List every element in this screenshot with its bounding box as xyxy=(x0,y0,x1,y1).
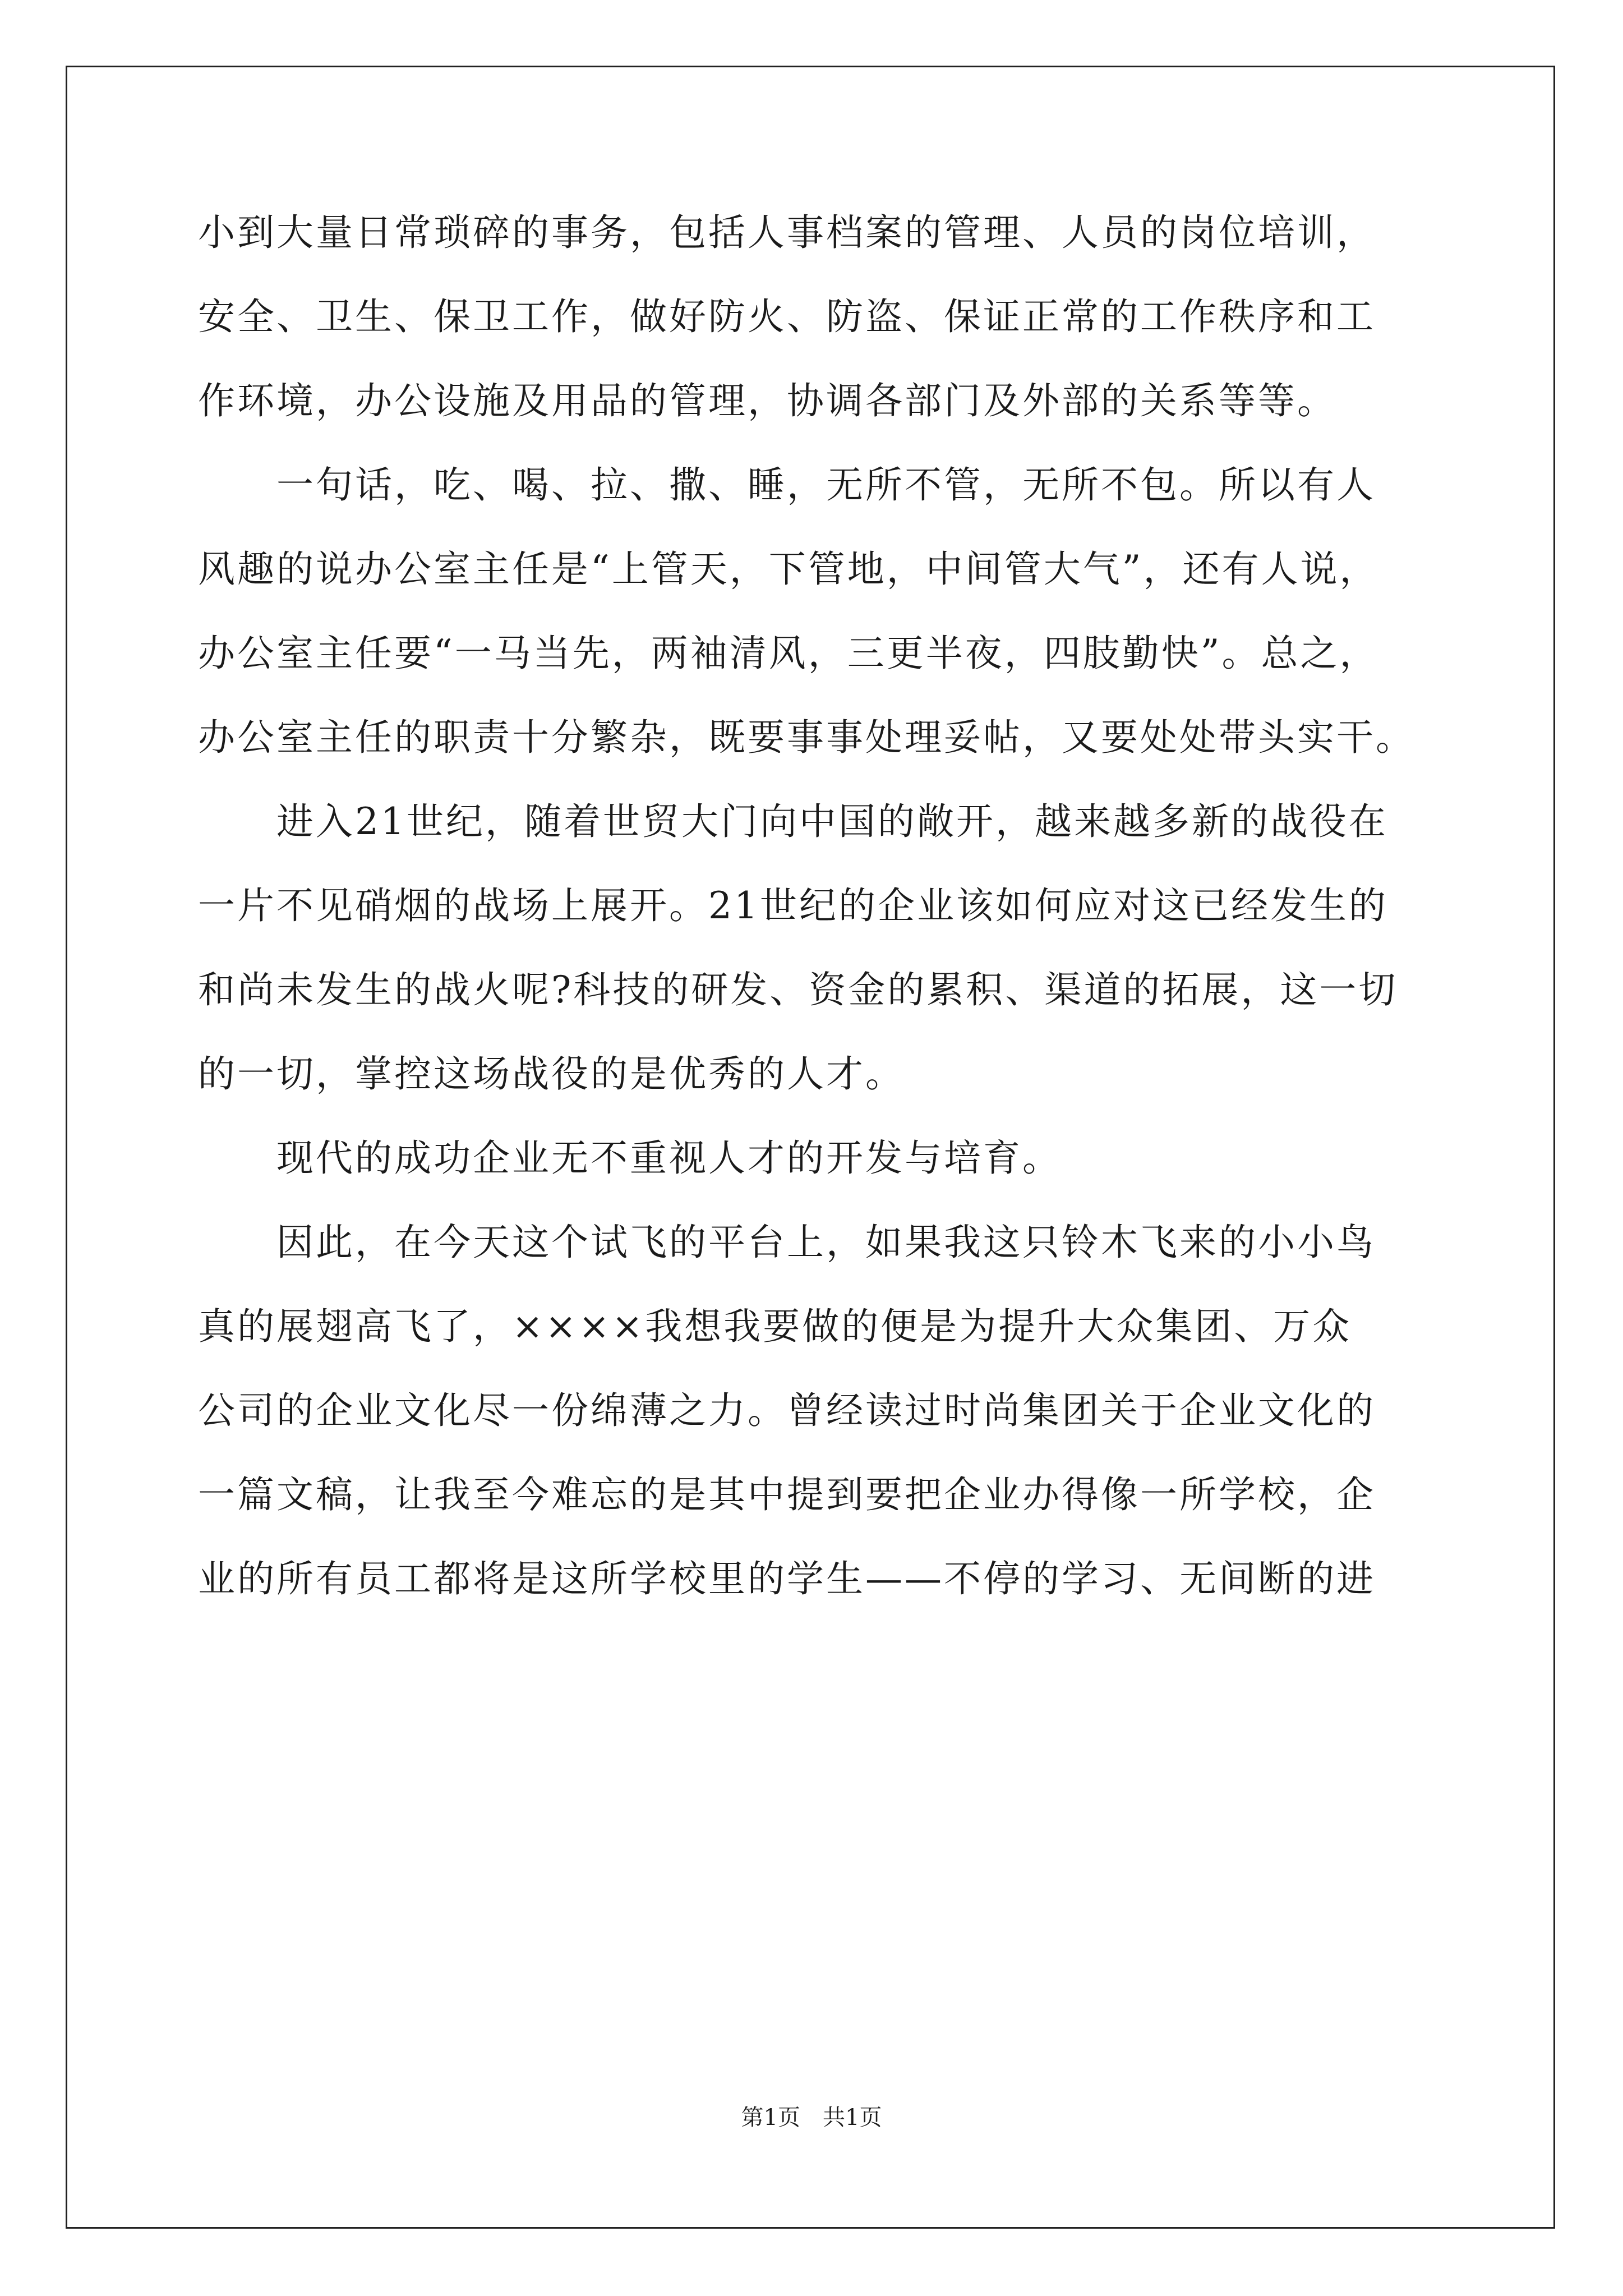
text-line: 的一切，掌控这场战役的是优秀的人才。 xyxy=(198,1052,905,1096)
page-number: 第1页 xyxy=(741,2105,800,2131)
text-line: 作环境，办公设施及用品的管理，协调各部门及外部的关系等等。 xyxy=(198,379,1336,422)
text-line: 和尚未发生的战火呢?科技的研发、资金的累积、渠道的拓展，这一切 xyxy=(198,968,1398,1011)
page-total: 共1页 xyxy=(823,2105,882,2131)
text-line: 因此，在今天这个试飞的平台上，如果我这只铃木飞来的小小鸟 xyxy=(198,1221,1376,1264)
text-line: 风趣的说办公室主任是“上管天，下管地，中间管大气”，还有人说， xyxy=(198,547,1379,591)
text-line: 办公室主任要“一马当先，两袖清风，三更半夜，四肢勤快”。总之， xyxy=(198,632,1379,675)
text-line: 办公室主任的职责十分繁杂，既要事事处理妥帖，又要处处带头实干。 xyxy=(198,716,1415,759)
text-line: 进入21世纪，随着世贸大门向中国的敞开，越来越多新的战役在 xyxy=(198,800,1388,843)
text-line: 现代的成功企业无不重视人才的开发与培育。 xyxy=(198,1137,1062,1180)
text-line: 一篇文稿，让我至今难忘的是其中提到要把企业办得像一所学校，企 xyxy=(198,1473,1376,1516)
text-line: 安全、卫生、保卫工作，做好防火、防盗、保证正常的工作秩序和工 xyxy=(198,295,1376,338)
text-line: 小到大量日常琐碎的事务，包括人事档案的管理、人员的岗位培训， xyxy=(198,211,1376,254)
text-line: 真的展翅高飞了，××××我想我要做的便是为提升大众集团、万众 xyxy=(198,1305,1352,1348)
text-line: 公司的企业文化尽一份绵薄之力。曾经读过时尚集团关于企业文化的 xyxy=(198,1389,1376,1432)
text-line: 一句话，吃、喝、拉、撒、睡，无所不管，无所不包。所以有人 xyxy=(198,463,1376,507)
text-line: 业的所有员工都将是这所学校里的学生——不停的学习、无间断的进 xyxy=(198,1557,1376,1600)
document-body xyxy=(198,191,1432,1621)
page-footer xyxy=(0,2101,1623,2134)
text-line: 一片不见硝烟的战场上展开。21世纪的企业该如何应对这已经发生的 xyxy=(198,884,1388,927)
